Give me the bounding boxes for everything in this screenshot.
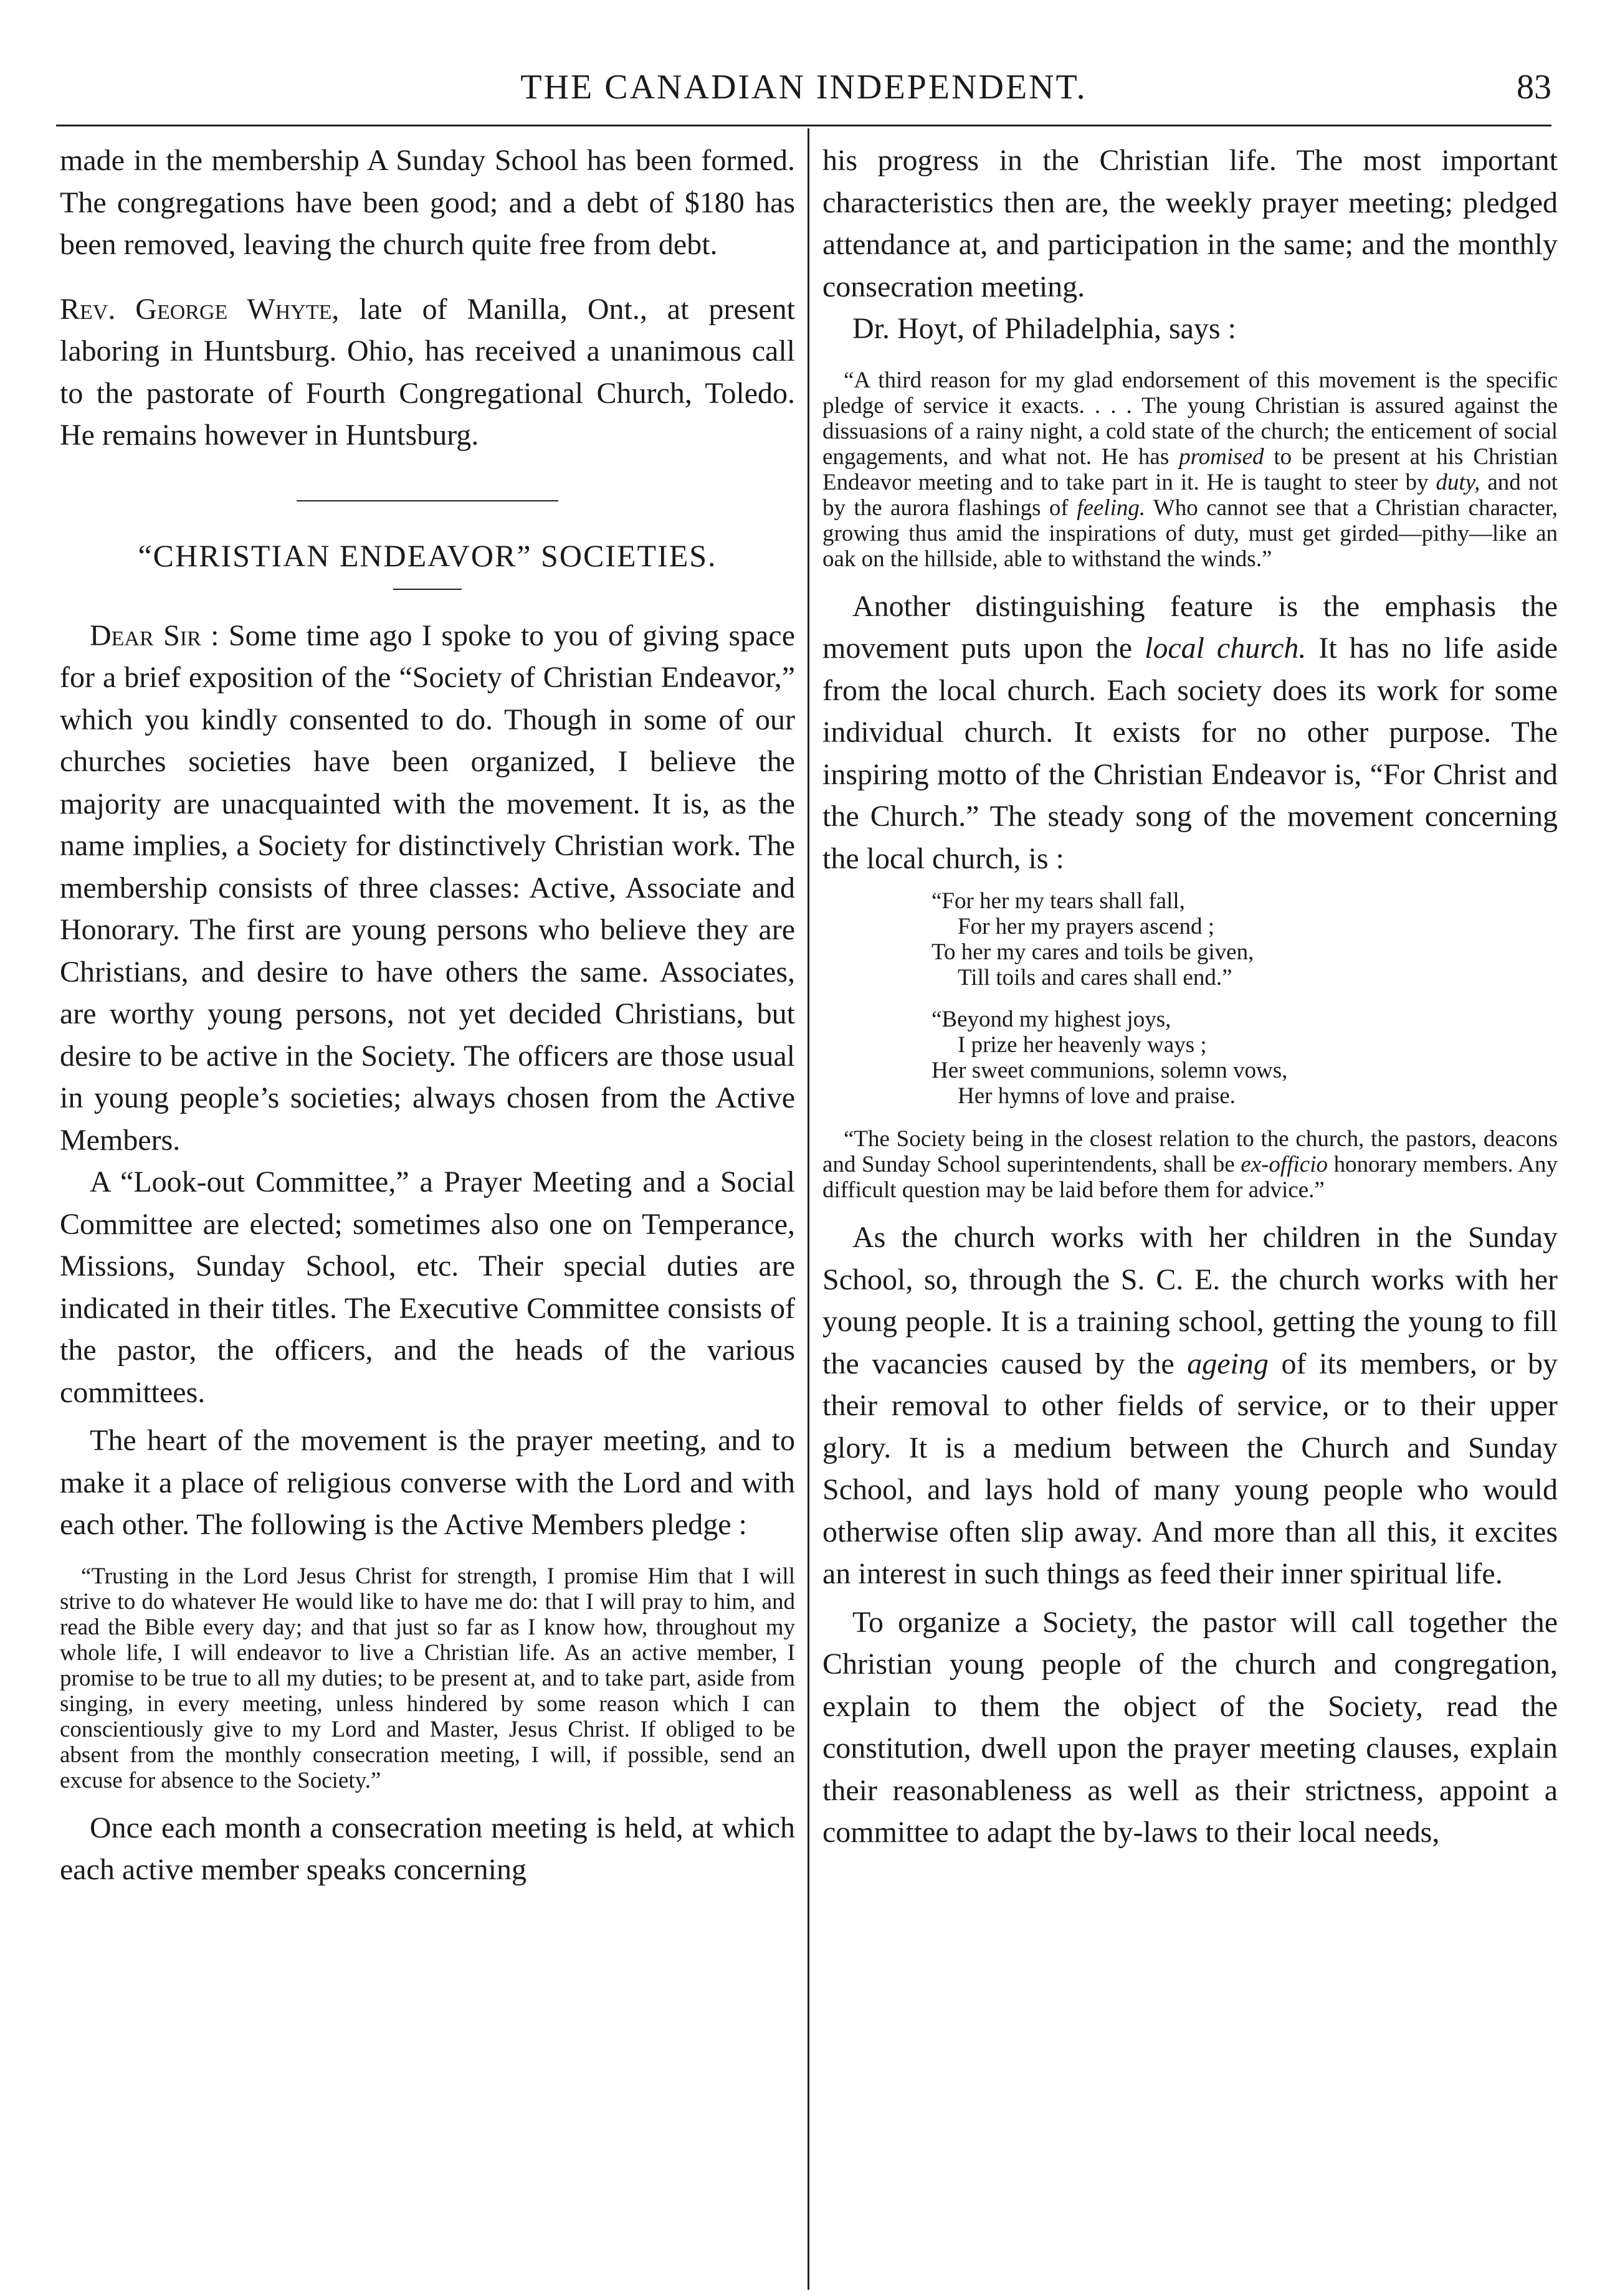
letter-paragraph-1-text: Some time ago I spoke to you of giving space for a brief exposition of the “Society of Christian Endeavor,” which you kindly consented to do. Though in some of our churches societies have been organized, I believe the majority are unacquainted with the movement. It is, as the name implies, a Society for distinctively Christian work. The membership consists of three classes: Active, Associate and Honorary. The first are young persons who believe they are Christians, and desire to have others the same. Associates, are worthy young persons, not yet decided Christians, but desire to be active in the Society. The officers are those usual in young people’s societies; always chosen from the Active Members.	[60, 619, 795, 1157]
hymn-stanza-2	[932, 1007, 1558, 1109]
hymn-verses	[822, 888, 1558, 1109]
hymn-line: Till toils and cares shall end.”	[958, 965, 1232, 990]
hoyt-intro: Dr. Hoyt, of Philadelphia, says :	[852, 312, 1236, 345]
hymn-line: Her hymns of love and praise.	[958, 1083, 1236, 1109]
hoyt-quote-emphasis: duty,	[1436, 469, 1480, 495]
hoyt-quote-emphasis: feeling.	[1077, 495, 1146, 521]
society-rule-text: honorary members. Any difficult question may be laid before them for advice.”	[822, 1152, 1558, 1203]
hoyt-quote-part: Who cannot see that a Christian character, growing thus amid the inspirations of duty, must get girded—pithy—like an oak on the hillside, able to withstand the winds.”	[822, 495, 1558, 572]
section-rule	[297, 500, 558, 501]
active-members-pledge: “Trusting in the Lord Jesus Christ for strength, I promise Him that I will strive to do whatever He would like to have me do: that I will pray to him, and read the Bible every day; and that just so far as I know how, throughout my whole life, I will endeavor to live a Christian life. As an active member, I promise to be true to all my duties; to be present at, and to take part, aside from singing, in every meeting, unless hindered by some reason which I can conscientiously give to my Lord and Master, Jesus Christ. If obliged to be absent from the monthly consecration meeting, I will, if possible, send an excuse for absence to the Society.”	[60, 1563, 795, 1793]
local-church-paragraph	[822, 586, 1558, 880]
hymn-line: For her my prayers ascend ;	[958, 914, 1215, 939]
society-rule-quote	[822, 1126, 1558, 1203]
hoyt-quote-part: “A third reason for my glad endorsement of this movement is the specific pledge of service it exacts. . . . The young Christian is assured against the dissuasions of a rainy night, a cold state of the church; the enticement of social engagements, and what not. He has	[822, 367, 1558, 470]
left-column	[60, 140, 795, 2289]
page-number: 83	[1517, 68, 1551, 107]
hymn-stanza-1	[932, 888, 1558, 990]
society-rule-emphasis: ex-officio	[1241, 1152, 1328, 1177]
training-school-paragraph	[822, 1217, 1558, 1595]
letter-paragraph-1	[60, 615, 795, 1162]
hymn-line: I prize her heavenly ways ;	[958, 1032, 1207, 1058]
local-church-emphasis: local church.	[1145, 632, 1307, 665]
whyte-notice	[60, 288, 795, 457]
training-school-text: As the church works with her children in the Sunday School, so, through the S. C. E. the church works with her young people. It is a training school, getting the young to fill the vacancies caused by the	[822, 1221, 1558, 1380]
continued-paragraph: his progress in the Christian life. The most important characteristics then are, the weekly prayer meeting; pledged attendance at, and participation in the same; and the monthly consecration meeting.	[822, 144, 1558, 303]
right-column	[822, 140, 1558, 2289]
letter-paragraph-2: A “Look-out Committee,” a Prayer Meeting and a Social Committee are elected; sometimes also one on Temperance, Missions, Sunday School, etc. Their special duties are indicated in their titles. The Executive Committee consists of the pastor, the officers, and the heads of the various committees.	[60, 1165, 795, 1409]
hymn-line: Her sweet communions, solemn vows,	[932, 1058, 1288, 1083]
letter-paragraph-4: Once each month a consecration meeting is held, at which each active member speaks concerning	[60, 1811, 795, 1886]
hoyt-quote-part: to be present at his Christian Endeavor meeting and to take part in it. He is taught to steer by	[822, 444, 1558, 495]
running-header	[56, 62, 1551, 118]
salutation: Dear Sir :	[90, 619, 219, 652]
header-rule	[56, 125, 1551, 126]
training-school-text: of its members, or by their removal to other fields of service, or to their upper glory. It is a medium between the Church and Sunday School, and lays hold of many young people who would otherwise often slip away. And more than all this, it excites an interest in such things as feed their inner spiritual life.	[822, 1347, 1558, 1590]
whyte-text: late of Manilla, Ont., at present laboring in Huntsburg. Ohio, has received a unanimous call to the pastorate of Fourth Congregational Church, Toledo. He remains however in Huntsburg.	[60, 292, 795, 452]
church-report-paragraph: made in the membership A Sunday School has been formed. The congregations have been good; and a debt of $180 has been removed, leaving the church quite free from debt.	[60, 144, 795, 261]
training-school-emphasis: ageing	[1187, 1347, 1269, 1380]
organize-society-paragraph: To organize a Society, the pastor will call together the Christian young people of the church and congregation, explain to them the object of the Society, read the constitution, dwell upon the prayer meeting clauses, explain their reasonableness as well as their strictness, appoint a committee to adapt the by-laws to their local needs,	[822, 1605, 1558, 1849]
hymn-line: To her my cares and toils be given,	[932, 939, 1254, 965]
hymn-line: “For her my tears shall fall,	[932, 888, 1185, 914]
letter-paragraph-3: The heart of the movement is the prayer meeting, and to make it a place of religious converse with the Lord and with each other. The following is the Active Members pledge :	[60, 1424, 795, 1541]
hoyt-quote-emphasis: promised	[1179, 444, 1264, 470]
society-rule-text: “The Society being in the closest relation to the church, the pastors, deacons and Sunday School superintendents, shall be	[822, 1126, 1558, 1177]
local-church-text: Another distinguishing feature is the emphasis the movement puts upon the	[822, 589, 1558, 665]
hoyt-quote	[822, 368, 1558, 572]
whyte-name: Rev. George Whyte,	[60, 292, 340, 326]
article-heading: “CHRISTIAN ENDEAVOR” SOCIETIES.	[138, 538, 717, 573]
hymn-line: “Beyond my highest joys,	[932, 1007, 1171, 1032]
heading-rule	[393, 589, 462, 590]
column-divider	[808, 128, 809, 2290]
local-church-text: It has no life aside from the local church. Each society does its work for some individual church. It exists for no other purpose. The inspiring motto of the Christian Endeavor is, “For Christ and the Church.” The steady song of the movement concerning the local church, is :	[822, 632, 1558, 875]
journal-title: THE CANADIAN INDEPENDENT.	[520, 68, 1087, 107]
hoyt-quote-part: and not by the aurora flashings of	[822, 469, 1558, 521]
